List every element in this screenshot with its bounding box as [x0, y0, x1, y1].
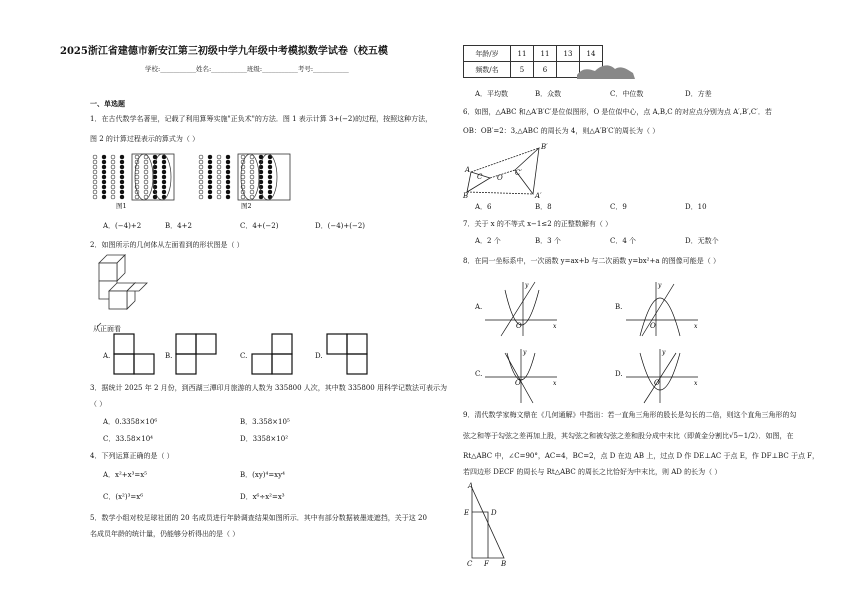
table-cell: 11: [511, 46, 534, 62]
q1-line2: 图 2 的计算过程表示的算式为（ ）: [90, 135, 200, 143]
q7-option-d[interactable]: D．无数个: [685, 237, 719, 245]
front-view-label: 从正面看: [93, 325, 121, 333]
q5-option-b[interactable]: B．众数: [535, 90, 562, 98]
label-f: F: [484, 560, 489, 568]
x-axis-label: x: [694, 323, 698, 330]
label-c-prime: C′: [515, 169, 522, 177]
q5-line1: 5．数学小组对校足球社团的 20 名成员进行年龄调查结果如图所示．其中有部分数据被墨迹遮挡，关于这 20: [90, 514, 427, 522]
q1-option-a[interactable]: A．(−4)+2: [103, 222, 142, 230]
q6-option-b[interactable]: B．8: [535, 203, 552, 211]
graph-a: [485, 280, 560, 338]
label-a: A: [468, 482, 474, 490]
cube-solid-figure: [97, 255, 157, 325]
q7-option-c[interactable]: C．4 个: [610, 237, 637, 245]
table-cell: 年龄/岁: [464, 46, 511, 62]
q6-line2: OB：OB′=2：3,△ABC 的周长为 4，则△A′B′C′的周长为（ ）: [463, 127, 660, 135]
q5-line2: 名成员年龄的统计量，仍能够分析得出的是（ ）: [90, 530, 240, 538]
x-axis-label: x: [553, 323, 557, 330]
graph-d: [626, 347, 701, 405]
label-a: A: [465, 166, 471, 174]
origin-label: O: [516, 322, 522, 330]
figure2-label: 图2: [241, 202, 252, 210]
origin-label: O: [515, 379, 521, 387]
q6-option-c[interactable]: C．9: [610, 203, 627, 211]
counting-rods-figure: [88, 152, 298, 207]
label-a-prime: A′: [535, 192, 542, 200]
label-b: B: [463, 192, 469, 200]
q2-option-a[interactable]: A.: [103, 352, 111, 360]
label-o: O: [497, 174, 503, 182]
ink-stain: [577, 63, 635, 80]
table-cell: 频数/名: [464, 62, 511, 78]
q6-option-d[interactable]: D．10: [685, 203, 707, 211]
q5-option-d[interactable]: D．方差: [685, 90, 712, 98]
x-axis-label: x: [694, 380, 698, 387]
graph-c: [485, 347, 560, 405]
q4-option-c[interactable]: C．(x²)³=x⁶: [103, 493, 143, 501]
q6-line1: 6．如图，△ABC 和△A′B′C′是位似图形，O 是位似中心，点 A,B,C 的对应点分别为点 A′,B′,C′．若: [463, 108, 772, 116]
q9-line1: 9．清代数学家梅文鼎在《几何通解》中指出：若一直角三角形的股长是勾长的二倍，则这个直角三角形的勾: [463, 411, 797, 419]
q7-option-a[interactable]: A．2 个: [475, 237, 501, 245]
q7-option-b[interactable]: B．3 个: [535, 237, 561, 245]
q9-line2: 弦之和等于勾弦之差再加上股，其勾弦之和被勾弦之差和股分成中末比（即黄金分割比√5−1/2）．如图，在: [463, 432, 794, 440]
q2-shape-d: [327, 334, 371, 378]
q2-shape-b: [176, 334, 220, 378]
q1-option-c[interactable]: C．4+(−2): [240, 222, 279, 230]
q8-stem: 8．在同一坐标系中，一次函数 y=ax+b 与二次函数 y=bx²+a 的图像可能是（ ）: [463, 257, 720, 265]
label-b-prime: B′: [541, 143, 548, 151]
q4-option-d[interactable]: D．x⁶÷x²=x³: [240, 493, 285, 501]
label-c: C: [467, 560, 473, 568]
q7-stem: 7．关于 x 的不等式 x−1≤2 的正整数解有（ ）: [463, 220, 613, 228]
q4-stem: 4．下列运算正确的是（ ）: [90, 452, 174, 460]
q2-option-b[interactable]: B.: [165, 352, 173, 360]
y-axis-label: y: [658, 282, 662, 289]
origin-label: O: [650, 322, 656, 330]
y-axis-label: y: [662, 349, 666, 356]
table-cell: 6: [534, 62, 557, 78]
q9-line4: 若四边形 DECF 的周长与 Rt△ABC 的周长之比恰好为中末比，则 AD 的长为（ ）: [463, 468, 722, 476]
q6-option-a[interactable]: A．6: [475, 203, 492, 211]
q2-shape-a: [114, 334, 158, 378]
label-c: C: [477, 173, 483, 181]
table-cell: 14: [580, 46, 603, 62]
similar-triangles-figure: [463, 142, 553, 202]
q4-option-b[interactable]: B．(xy)⁴=xy⁴: [240, 471, 285, 479]
graph-b: [626, 280, 701, 338]
table-cell: 13: [557, 46, 580, 62]
q3-line1: 3．据统计 2025 年 2 月份，到西湖三潭印月旅游的人数为 335800 人次，其中数 335800 用科学记数法可表示为: [90, 384, 447, 392]
right-triangle-figure: [464, 484, 514, 570]
q3-line2: （ ）: [90, 400, 107, 408]
table-cell: 5: [511, 62, 534, 78]
q4-option-a[interactable]: A．x²+x³=x⁵: [103, 471, 148, 479]
section-heading: 一、单选题: [90, 99, 125, 108]
q3-option-a[interactable]: A．0.3358×10⁶: [103, 418, 158, 426]
q8-option-c[interactable]: C.: [475, 370, 483, 378]
q9-line3: Rt△ABC 中，∠C=90°，AC=4，BC=2，点 D 在边 AB 上，过点 D 作 DE⊥AC 于点 E，作 DF⊥BC 于点 F，: [463, 452, 820, 460]
y-axis-label: y: [523, 349, 527, 356]
q1-option-d[interactable]: D．(−4)+(−2): [315, 222, 366, 230]
q8-option-d[interactable]: D.: [615, 370, 623, 378]
q5-option-a[interactable]: A．平均数: [475, 90, 509, 98]
q8-option-b[interactable]: B.: [615, 303, 623, 311]
table-cell: 11: [534, 46, 557, 62]
label-e: E: [464, 509, 470, 517]
y-axis-label: y: [525, 282, 529, 289]
q2-shape-c: [252, 334, 296, 378]
q3-option-b[interactable]: B．3.358×10⁵: [240, 418, 290, 426]
student-info-line: 学校:___________姓名:___________班级:___________考号:___________: [145, 65, 349, 73]
label-d: D: [491, 509, 497, 517]
q5-option-c[interactable]: C．中位数: [610, 90, 644, 98]
x-axis-label: x: [553, 380, 557, 387]
q1-line1: 1．在古代数学名著里，记载了利用算筹实施"正负术"的方法．图 1 表示计算 3+(−2)的过程，按照这种方法，: [90, 115, 433, 123]
origin-label: O: [654, 379, 660, 387]
q2-stem: 2．如图所示的几何体从左面看到的形状图是（ ）: [90, 241, 244, 249]
label-b: B: [501, 560, 507, 568]
q3-option-c[interactable]: C．33.58×10⁴: [103, 435, 153, 443]
q2-option-d[interactable]: D.: [315, 352, 323, 360]
q1-option-b[interactable]: B．4+2: [165, 222, 192, 230]
figure1-label: 图1: [116, 202, 127, 210]
q3-option-d[interactable]: D．3358×10²: [240, 435, 289, 443]
q2-option-c[interactable]: C.: [240, 352, 248, 360]
page-title: 2025浙江省建德市新安江第三初级中学九年级中考模拟数学试卷（校五模: [60, 46, 388, 57]
q8-option-a[interactable]: A.: [475, 303, 483, 311]
